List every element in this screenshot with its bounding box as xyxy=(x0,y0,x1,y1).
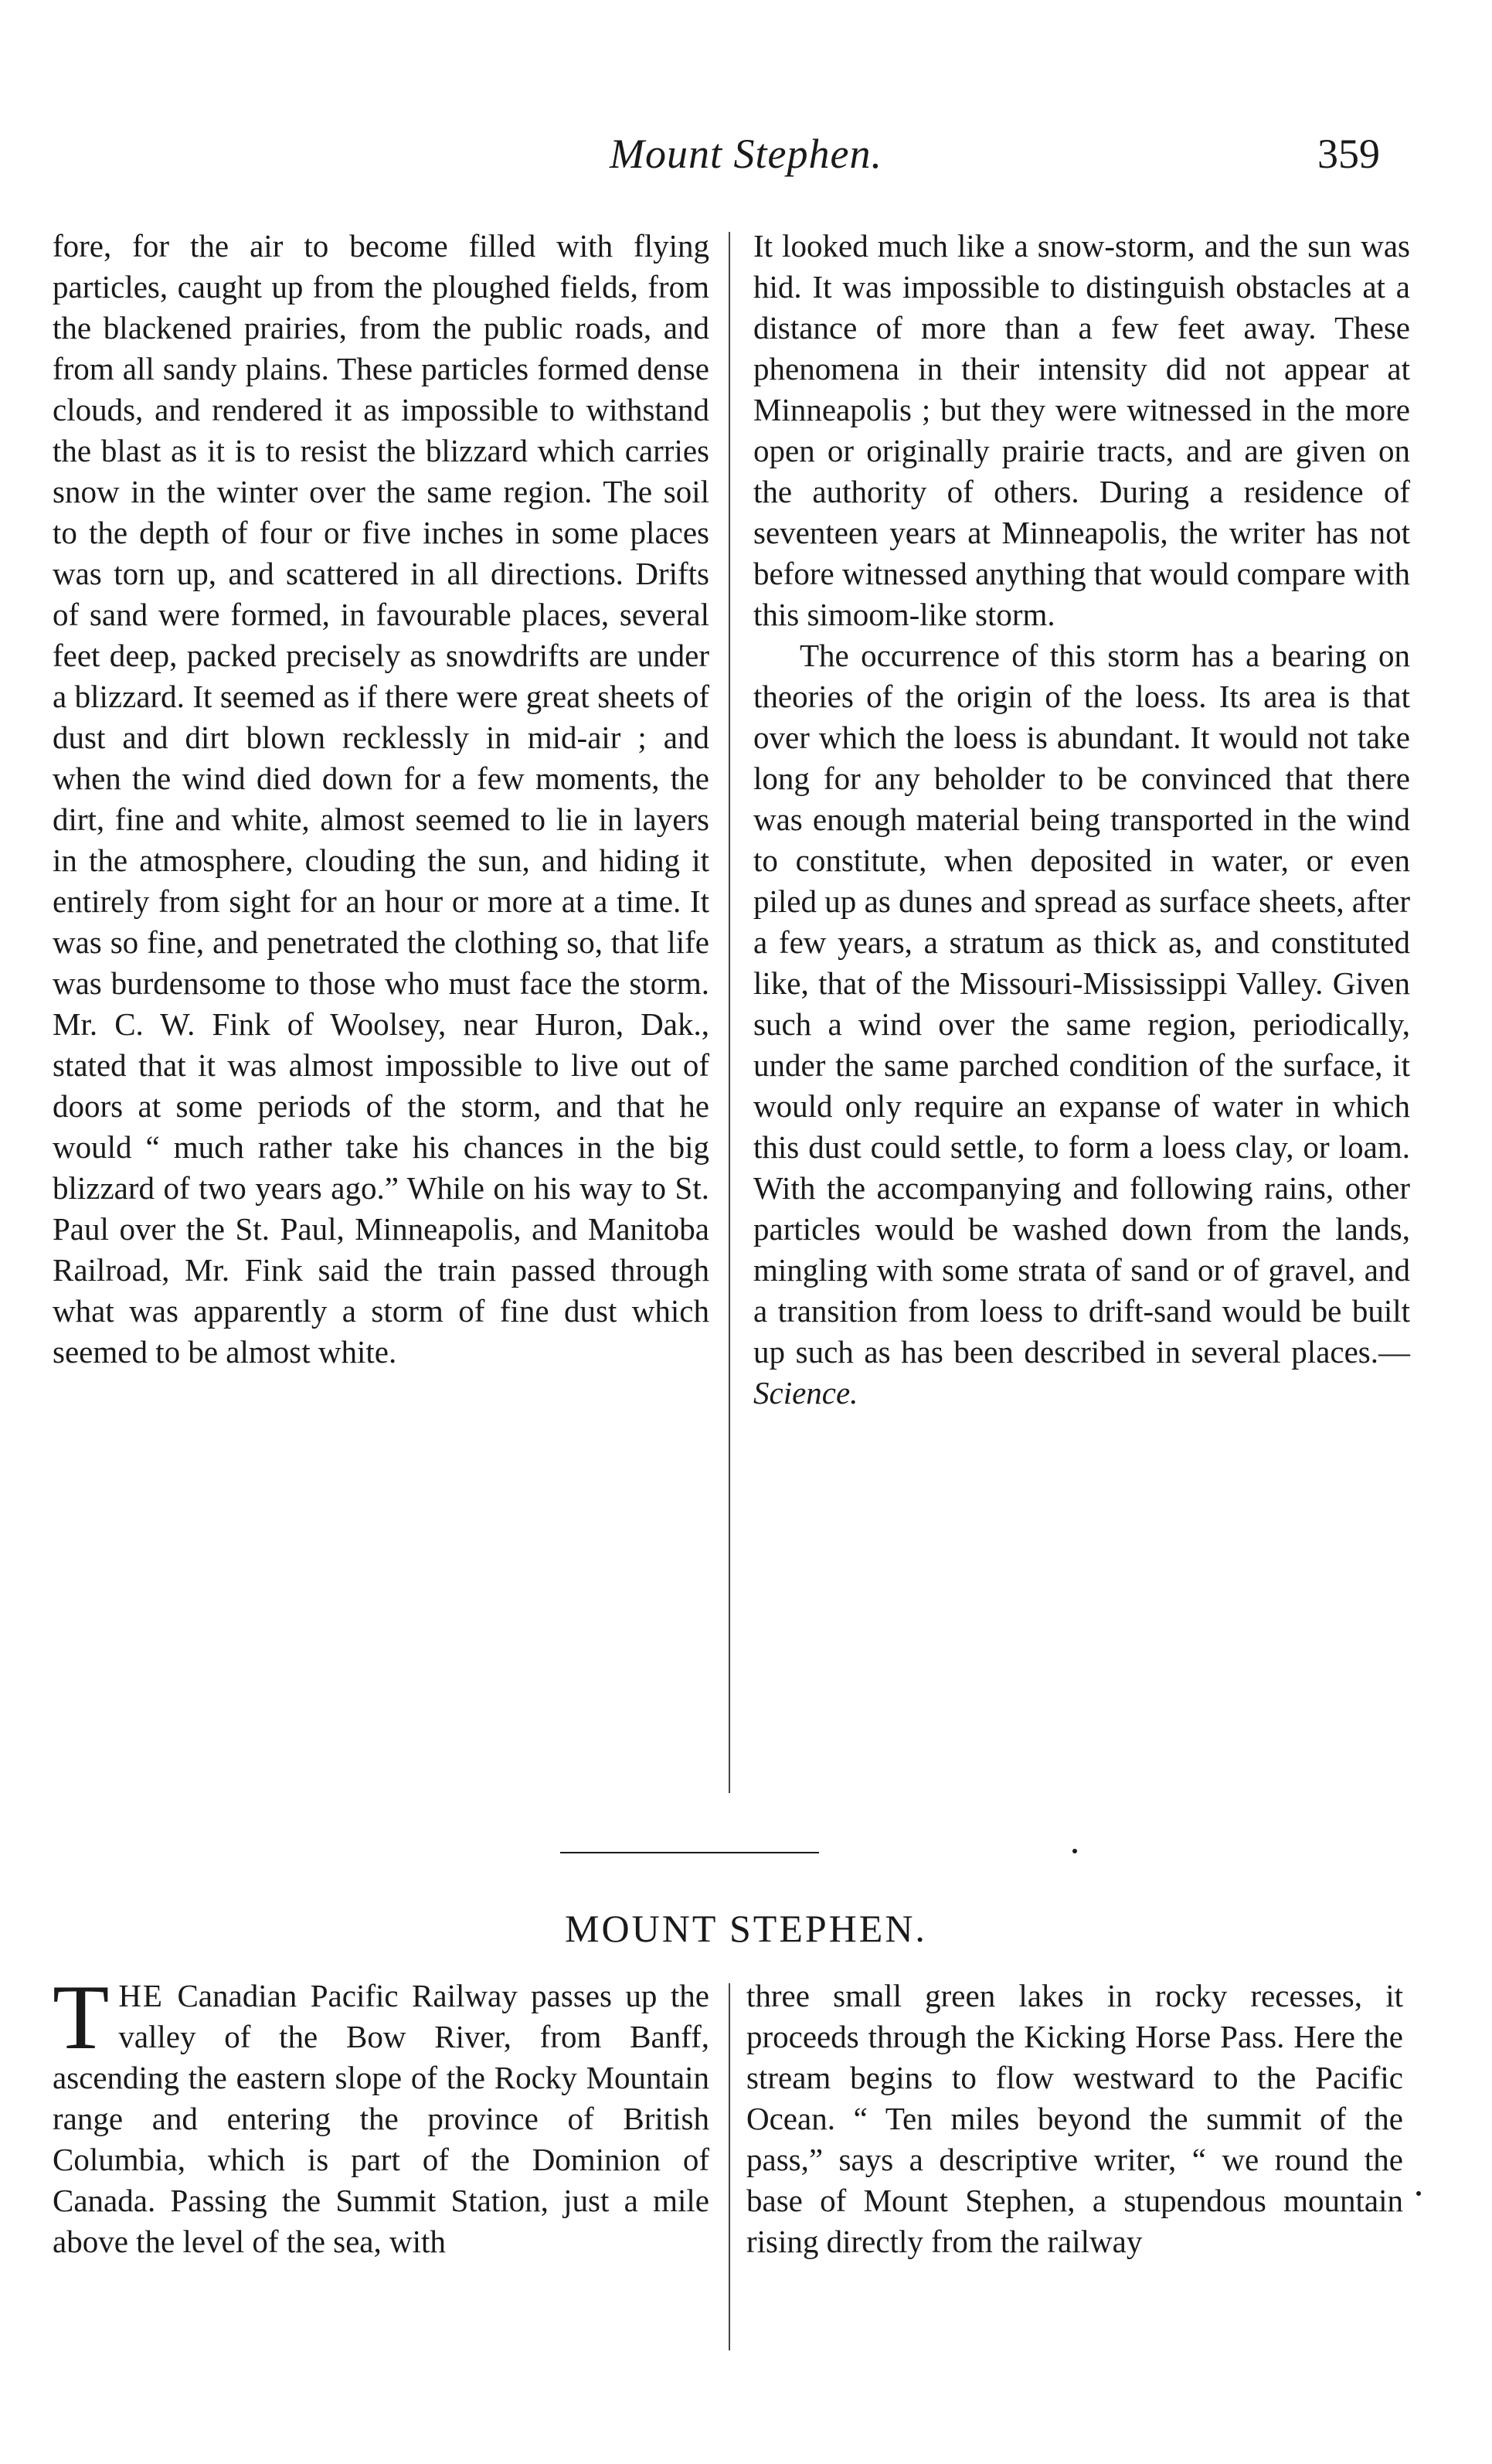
continued-paragraph-railway: three small green lakes in rocky recesses, it proceeds through the Kicking Horse Pass. Here the stream begins to flow westward to the Pacific Ocean. “ Ten miles beyond the summit of the pass,” says a descriptive writer, “ we round the base of Mount Stephen, a stupendous mountain rising directly from the railway xyxy=(746,1978,1403,2259)
source-citation: Science. xyxy=(753,1375,858,1411)
drop-cap: T xyxy=(53,1965,110,2068)
section-divider-rule xyxy=(560,1852,819,1853)
opening-paragraph-text: Canadian Pacific Railway passes up the valley of the Bow River, from Banff, ascending the eastern slope of the Rocky Mountain range and entering the province of British Columbia, which is part of the Dominion of Canada. Passing the Summit Station, just a mile above the level of the sea, with xyxy=(53,1978,709,2259)
running-title: Mount Stephen. xyxy=(610,131,882,177)
page-number: 359 xyxy=(1317,131,1380,177)
continued-paragraph: fore, for the air to become filled with flying particles, caught up from the ploughed fields, from the blackened prairies, from the public roads, and from all sandy plains. These particles formed dense clouds, and rendered it as impossible to withstand the blast as it is to resist the blizzard which carries snow in the winter over the same region. The soil to the depth of four or five inches in some places was torn up, and scattered in all directions. Drifts of sand were formed, in favourable places, several feet deep, packed precisely as snowdrifts are under a blizzard. It seemed as if there were great sheets of dust and dirt blown recklessly in mid-air ; and when the wind died down for a few moments, the dirt, fine and white, almost seemed to lie in layers in the atmosphere, clouding the sun, and hiding it entirely from sight for an hour or more at a time. It was so fine, and penetrated the clothing so, that life was burdensome to those who must face the storm. Mr. C. W. Fink of Woolsey, near Huron, Dak., stated that it was almost impossible to live out of doors at some periods of the storm, and that he would “ much rather take his chances in the big blizzard of two years ago.” While on his way to St. Paul over the St. Paul, Minneapolis, and Manitoba Railroad, Mr. Fink said the train passed through what was apparently a storm of fine dust which seemed to be almost white. xyxy=(53,228,709,1370)
paragraph-loess xyxy=(753,635,1410,1414)
section-heading: MOUNT STEPHEN. xyxy=(565,1907,927,1950)
bottom-right-column xyxy=(746,1976,1403,2262)
stray-dot-mark xyxy=(1072,1849,1077,1853)
column-divider-bottom xyxy=(729,1983,730,2350)
opening-paragraph xyxy=(53,1965,709,2262)
margin-dot-mark xyxy=(1416,2191,1421,2196)
opening-small-caps: HE xyxy=(118,1978,164,2013)
top-right-column xyxy=(753,226,1410,1414)
column-divider-top xyxy=(729,232,730,1793)
bottom-left-column xyxy=(53,1965,709,2262)
paragraph-loess-text: The occurrence of this storm has a bearing on theories of the origin of the loess. Its area is that over which the loess is abundant. It would not take long for any beholder to be convinced that there was enough material being transported in the wind to constitute, when deposited in water, or even piled up as dunes and spread as surface sheets, after a few years, a stratum as thick as, and constituted like, that of the Missouri-Mississippi Valley. Given such a wind over the same region, periodically, under the same parched condition of the surface, it would only require an expanse of water in which this dust could settle, to form a loess clay, or loam. With the accompanying and following rains, other particles would be washed down from the lands, mingling with some strata of sand or of gravel, and a transition from loess to drift-sand would be built up such as has been described in several places.— xyxy=(753,638,1410,1370)
paragraph-snow-storm: It looked much like a snow-storm, and the sun was hid. It was impossible to distinguish obstacles at a distance of more than a few feet away. These phenomena in their intensity did not appear at Minneapolis ; but they were witnessed in the more open or originally prairie tracts, and are given on the authority of others. During a residence of seventeen years at Minneapolis, the writer has not before witnessed anything that would compare with this simoom-like storm. xyxy=(753,228,1410,632)
top-left-column xyxy=(53,226,709,1373)
